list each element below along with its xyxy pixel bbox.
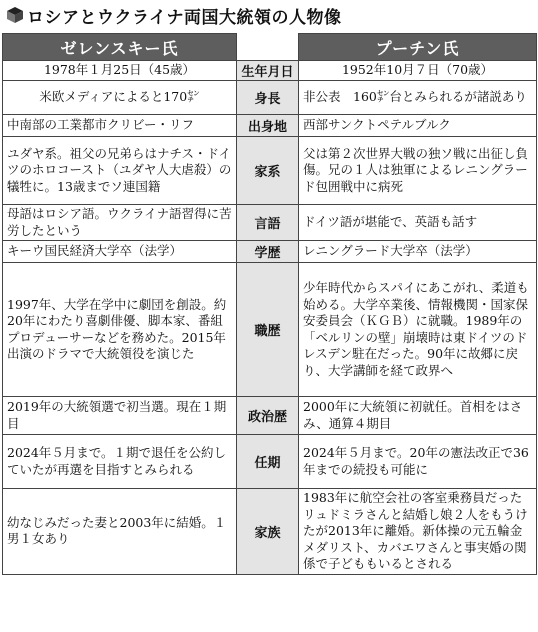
row-label: 職歴 bbox=[237, 263, 299, 397]
zelensky-political-history: 2019年の大統領選で初当選。現在１期目 bbox=[3, 397, 237, 435]
table-row bbox=[3, 115, 537, 137]
row-label: 言語 bbox=[237, 205, 299, 241]
row-label: 政治歴 bbox=[237, 397, 299, 435]
header-spacer bbox=[237, 34, 299, 61]
putin-birthdate: 1952年10月７日（70歳） bbox=[299, 61, 537, 81]
zelensky-education: キーウ国民経済大学卒（法学） bbox=[3, 241, 237, 263]
figure-title-bar bbox=[0, 0, 538, 30]
putin-term: 2024年５月まで。20年の憲法改正で36年までの続投も可能に bbox=[299, 435, 537, 489]
figure-title: ロシアとウクライナ両国大統領の人物像 bbox=[27, 7, 342, 28]
table-header-row bbox=[3, 34, 537, 61]
zelensky-family-line: ユダヤ系。祖父の兄弟らはナチス・ドイツのホロコースト（ユダヤ人大虐殺）の犠牲に。13歳までソ連国籍 bbox=[3, 137, 237, 205]
table-row bbox=[3, 397, 537, 435]
putin-birthplace: 西部サンクトペテルブルク bbox=[299, 115, 537, 137]
row-label: 家系 bbox=[237, 137, 299, 205]
putin-education: レニングラード大学卒（法学） bbox=[299, 241, 537, 263]
table-row bbox=[3, 241, 537, 263]
zelensky-term: 2024年５月まで。１期で退任を公約していたが再選を目指すとみられる bbox=[3, 435, 237, 489]
zelensky-language: 母語はロシア語。ウクライナ語習得に苦労したという bbox=[3, 205, 237, 241]
comparison-table bbox=[2, 33, 537, 575]
putin-family: 1983年に航空会社の客室乗務員だったリュドミラさんと結婚し娘２人をもうけたが2013年に離婚。新体操の元五輪金メダリスト、カバエワさんと事実婚の関係で子どももいるとされる bbox=[299, 489, 537, 575]
putin-height: 非公表 160㌢台とみられるが諸説あり bbox=[299, 81, 537, 115]
zelensky-height: 米欧メディアによると170㌢ bbox=[3, 81, 237, 115]
row-label: 生年月日 bbox=[237, 61, 299, 81]
table-row bbox=[3, 489, 537, 575]
zelensky-family: 幼なじみだった妻と2003年に結婚。１男１女あり bbox=[3, 489, 237, 575]
row-label: 学歴 bbox=[237, 241, 299, 263]
putin-family-line: 父は第２次世界大戦の独ソ戦に出征し負傷。兄の１人は独軍によるレニングラード包囲戦中に病死 bbox=[299, 137, 537, 205]
table-row bbox=[3, 81, 537, 115]
cube-icon bbox=[6, 6, 24, 24]
putin-career: 少年時代からスパイにあこがれ、柔道も始める。大学卒業後、情報機関・国家保安委員会（ＫＧＢ）に就職。1989年の「ベルリンの壁」崩壊時は東ドイツのドレスデン駐在だった。90年に故郷に戻り、大学講師を経て政界へ bbox=[299, 263, 537, 397]
table-row bbox=[3, 435, 537, 489]
row-label: 出身地 bbox=[237, 115, 299, 137]
header-zelensky: ゼレンスキー氏 bbox=[3, 34, 237, 61]
putin-political-history: 2000年に大統領に初就任。首相をはさみ、通算４期目 bbox=[299, 397, 537, 435]
table-row bbox=[3, 205, 537, 241]
row-label: 身長 bbox=[237, 81, 299, 115]
zelensky-birthdate: 1978年１月25日（45歳） bbox=[3, 61, 237, 81]
zelensky-career: 1997年、大学在学中に劇団を創設。約20年にわたり喜劇俳優、脚本家、番組プロデューサーなどを務めた。2015年出演のドラマで大統領役を演じた bbox=[3, 263, 237, 397]
row-label: 任期 bbox=[237, 435, 299, 489]
putin-language: ドイツ語が堪能で、英語も話す bbox=[299, 205, 537, 241]
table-row bbox=[3, 263, 537, 397]
table-row bbox=[3, 61, 537, 81]
zelensky-birthplace: 中南部の工業都市クリビー・リフ bbox=[3, 115, 237, 137]
header-putin: プーチン氏 bbox=[299, 34, 537, 61]
row-label: 家族 bbox=[237, 489, 299, 575]
table-row bbox=[3, 137, 537, 205]
